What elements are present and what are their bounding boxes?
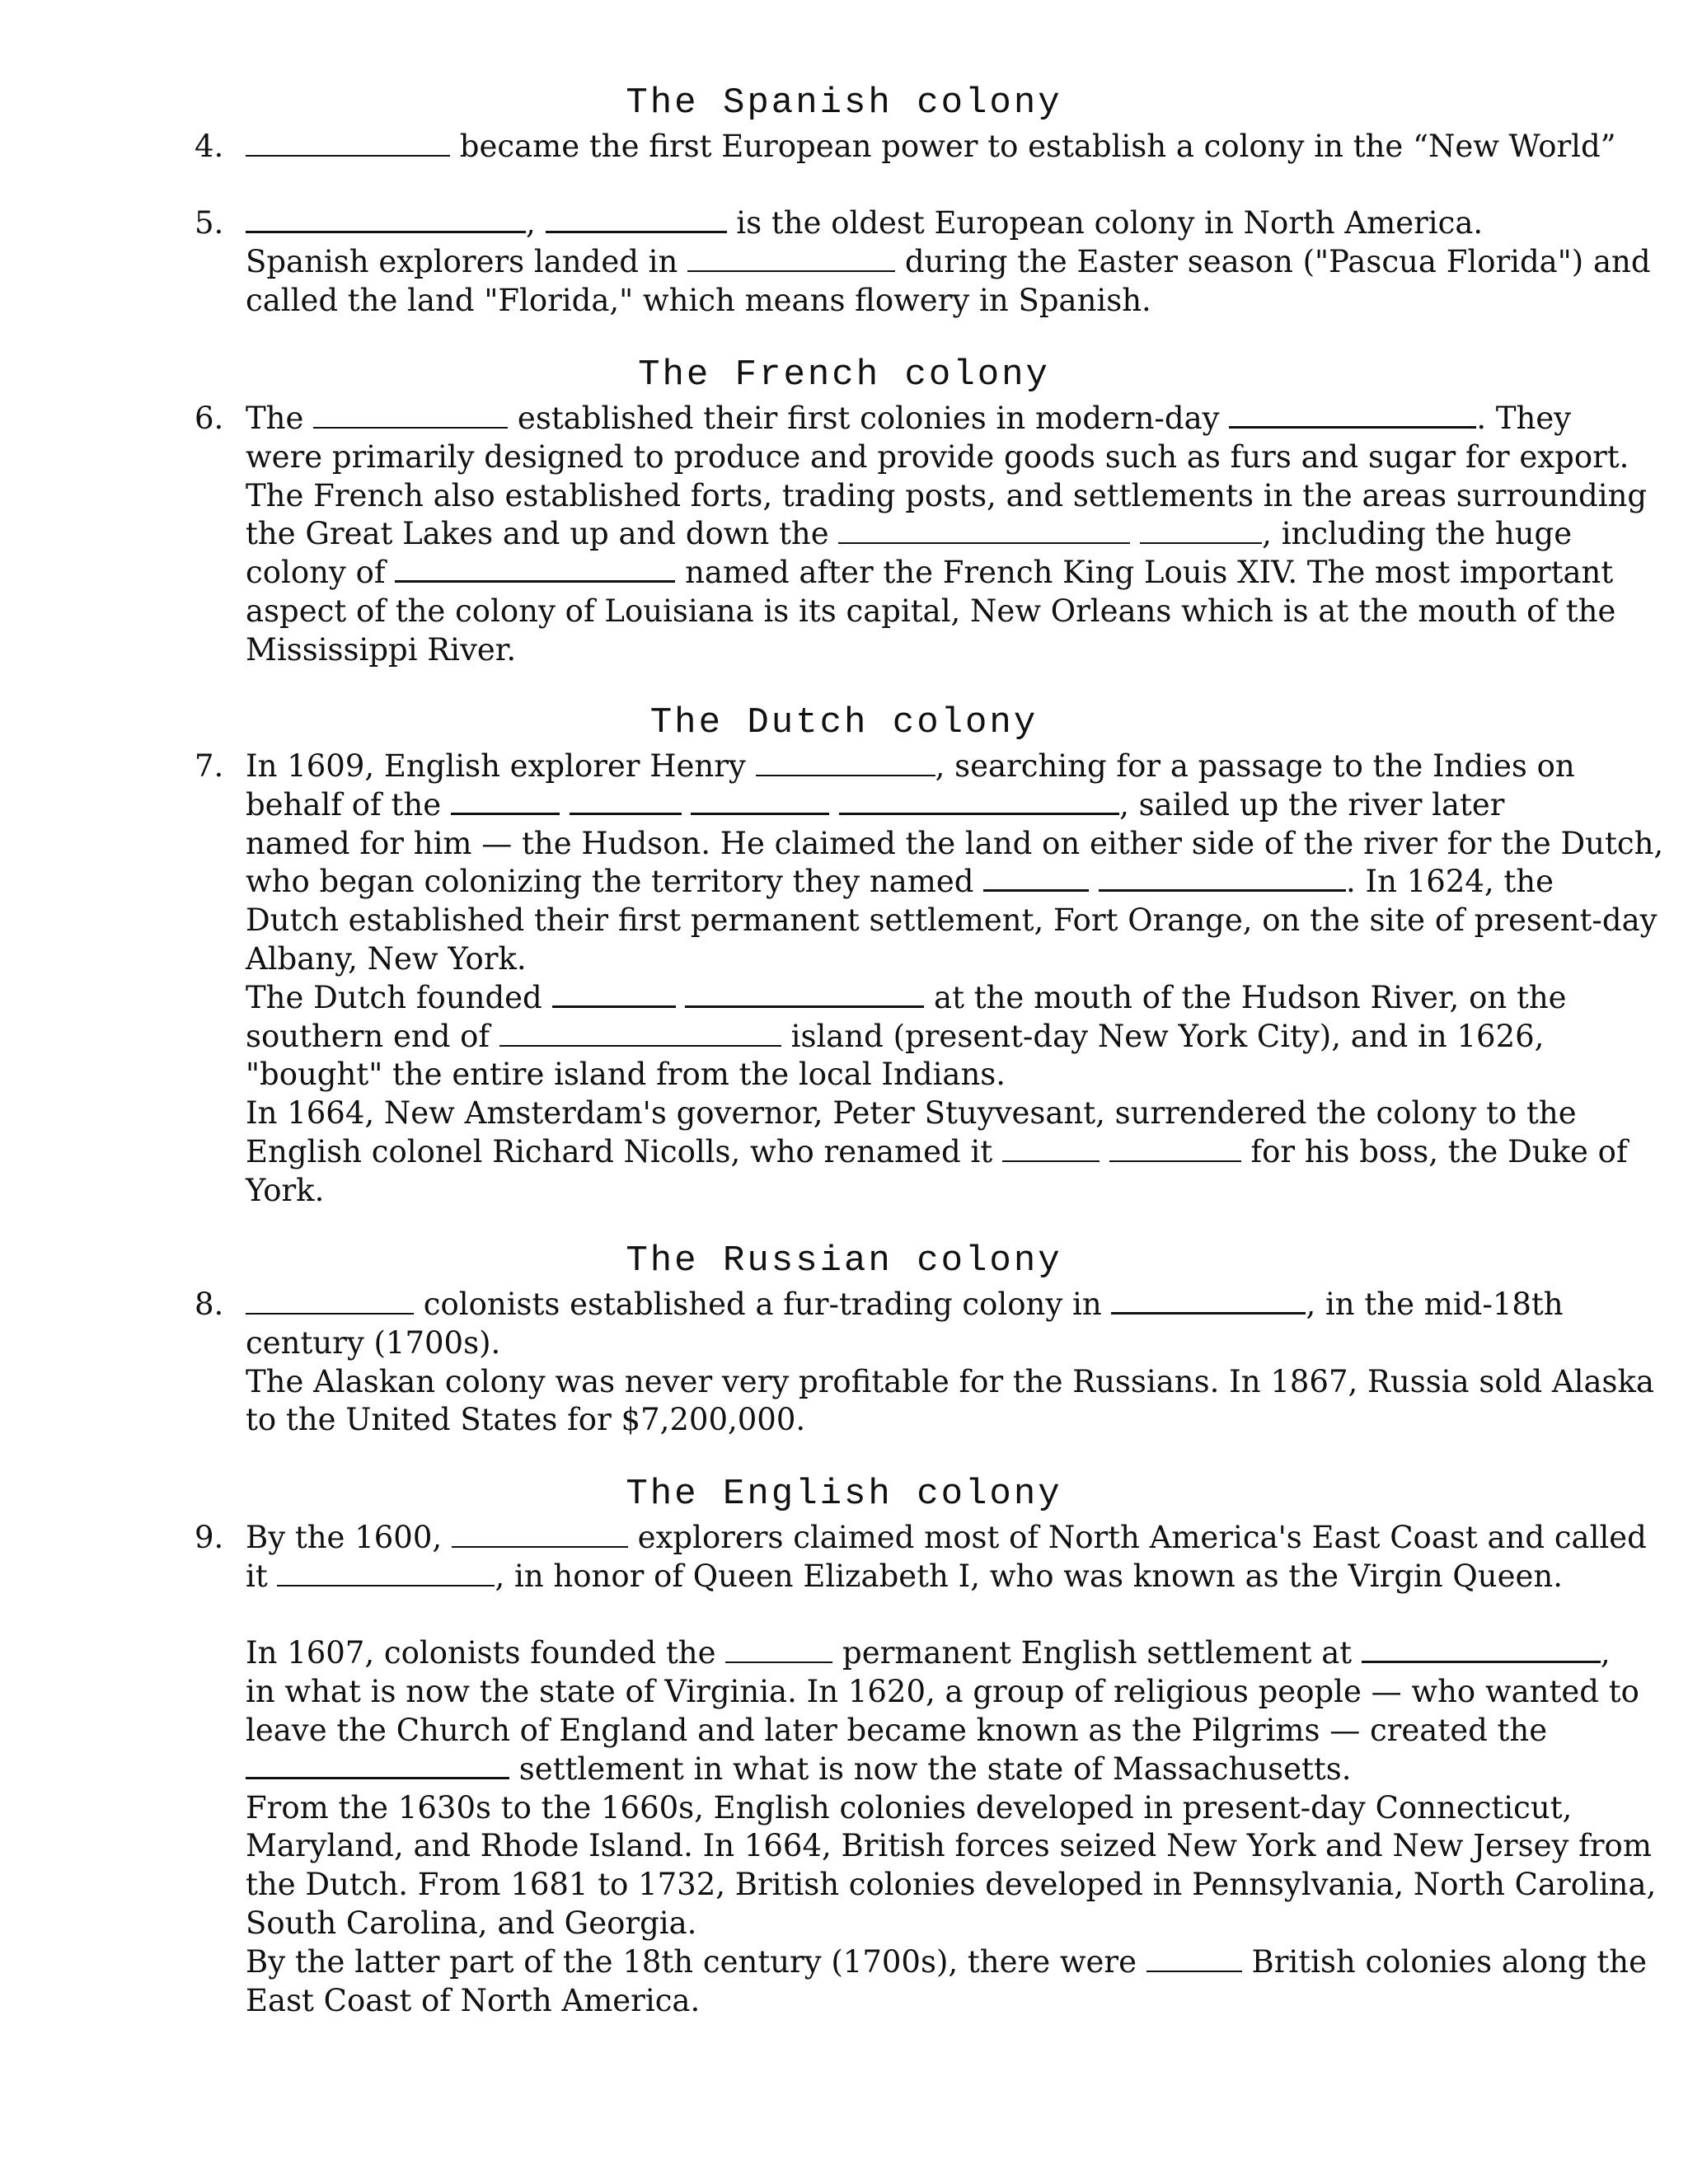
question-text: island (present-day New York City), and in 1626, <box>781 1018 1545 1054</box>
question-text: explorers claimed most of North America's East Coast and called <box>627 1520 1647 1555</box>
question-text: it <box>246 1558 278 1594</box>
question-text: in what is now the state of Virginia. In 1620, a group of religious people — who wanted to <box>246 1674 1639 1710</box>
section-heading-french: The French colony <box>638 354 1050 396</box>
answer-blank[interactable] <box>1362 1638 1601 1663</box>
question-text: the Dutch. From 1681 to 1732, British colonies developed in Pennsylvania, North Carolina, <box>246 1867 1657 1903</box>
section-heading-dutch: The Dutch colony <box>649 702 1039 743</box>
answer-blank[interactable] <box>1146 1947 1242 1972</box>
question-text: who began colonizing the territory they named <box>246 864 984 900</box>
question-7 <box>246 748 1664 1211</box>
answer-blank[interactable] <box>1099 866 1346 892</box>
question-text: colony of <box>246 555 396 591</box>
question-text: aspect of the colony of Louisiana is its capital, New Orleans which is at the mouth of the <box>246 593 1616 629</box>
question-text: to the United States for $7,200,000. <box>246 1402 806 1438</box>
question-text: The Alaskan colony was never very profitable for the Russians. In 1867, Russia sold Alaska <box>246 1363 1654 1399</box>
question-text: southern end of <box>246 1018 499 1054</box>
question-text: In 1607, colonists founded the <box>246 1635 726 1671</box>
question-text: sailed up the river later <box>1128 786 1505 823</box>
question-text: became the first European power to establish a colony in the “New World” <box>450 129 1616 164</box>
question-text: leave the Church of England and later became known as the Pilgrims — created the <box>246 1712 1548 1748</box>
question-text: , <box>1600 1635 1611 1671</box>
answer-blank[interactable] <box>570 790 682 815</box>
question-text: . They <box>1476 401 1572 436</box>
question-text: English colonel Richard Nicolls, who renamed it <box>246 1133 1002 1169</box>
answer-blank[interactable] <box>983 866 1089 892</box>
question-4 <box>246 128 1616 166</box>
question-text: Albany, New York. <box>246 940 527 977</box>
answer-blank[interactable] <box>313 404 508 429</box>
question-text: . In 1624, the <box>1346 864 1554 900</box>
question-text: East Coast of North America. <box>246 1982 701 2018</box>
question-text: behalf of the <box>246 786 451 823</box>
question-text: The French also established forts, trading posts, and settlements in the areas surrounding <box>246 477 1648 513</box>
answer-blank[interactable] <box>725 1638 832 1663</box>
answer-blank[interactable] <box>246 132 450 157</box>
question-6 <box>246 400 1648 670</box>
question-text: , in honor of Queen Elizabeth I, who was known as the Virgin Queen. <box>495 1558 1563 1594</box>
answer-blank[interactable] <box>246 208 526 233</box>
question-text: for his boss, the Duke of <box>1240 1133 1628 1169</box>
question-text: colonists established a fur-trading colony in <box>414 1286 1112 1322</box>
answer-blank[interactable] <box>499 1022 781 1047</box>
question-text: The Dutch founded <box>246 979 552 1015</box>
question-text: , <box>526 205 536 241</box>
question-text: In 1609, English explorer Henry <box>246 748 756 784</box>
question-text: were primarily designed to produce and provide goods such as furs and sugar for export. <box>246 438 1629 475</box>
question-text: In 1664, New Amsterdam's governor, Peter Stuyvesant, surrendered the colony to the <box>246 1095 1577 1132</box>
question-text: The <box>246 401 314 436</box>
question-number-8: 8. <box>195 1286 224 1322</box>
question-number-7: 7. <box>195 748 224 784</box>
answer-blank[interactable] <box>1229 403 1476 429</box>
question-text: By the latter part of the 18th century (1700s), there were <box>246 1943 1146 1980</box>
question-8 <box>246 1286 1654 1440</box>
section-heading-english: The English colony <box>626 1474 1062 1515</box>
answer-blank[interactable] <box>1111 1289 1306 1315</box>
answer-blank[interactable] <box>1002 1137 1100 1162</box>
question-text: Maryland, and Rhode Island. In 1664, British forces seized New York and New Jersey from <box>246 1828 1652 1864</box>
question-text: the Great Lakes and up and down the <box>246 516 839 552</box>
question-text: From the 1630s to the 1660s, English colonies developed in present-day Connecticut, <box>246 1789 1573 1825</box>
question-number-4: 4. <box>195 129 224 164</box>
question-text: York. <box>246 1172 325 1208</box>
question-text: Mississippi River. <box>246 631 517 668</box>
question-text: permanent English settlement at <box>832 1635 1362 1671</box>
question-text: Spanish explorers landed in <box>246 243 688 279</box>
answer-blank[interactable] <box>839 790 1119 815</box>
question-number-9: 9. <box>195 1520 224 1555</box>
answer-blank[interactable] <box>395 557 675 583</box>
answer-blank[interactable] <box>1109 1137 1241 1162</box>
question-text: "bought" the entire island from the local Indians. <box>246 1057 1006 1093</box>
question-text: at the mouth of the Hudson River, on the <box>924 979 1567 1015</box>
question-text: , including the huge <box>1262 516 1573 552</box>
answer-blank[interactable] <box>546 208 727 233</box>
answer-blank[interactable] <box>685 982 924 1008</box>
question-number-6: 6. <box>195 401 224 436</box>
answer-blank[interactable] <box>552 982 676 1008</box>
answer-blank[interactable] <box>838 519 1130 544</box>
question-text: British colonies along the <box>1241 1943 1647 1980</box>
answer-blank[interactable] <box>687 247 895 272</box>
question-text: Dutch established their first permanent settlement, Fort Orange, on the site of present-day <box>246 902 1658 939</box>
question-5 <box>246 204 1651 320</box>
answer-blank[interactable] <box>691 790 829 815</box>
question-text: settlement in what is now the state of Massachusetts. <box>509 1750 1352 1787</box>
question-text: named for him — the Hudson. He claimed the land on either side of the river for the Dutch, <box>246 825 1664 861</box>
answer-blank[interactable] <box>246 1754 509 1779</box>
answer-blank[interactable] <box>756 752 935 776</box>
question-text: named after the French King Louis XIV. The most important <box>675 555 1614 591</box>
section-heading-russian: The Russian colony <box>626 1240 1062 1282</box>
question-number-5: 5. <box>195 205 224 241</box>
question-text: is the oldest European colony in North America. <box>726 205 1484 241</box>
answer-blank[interactable] <box>451 790 560 815</box>
question-text: , in the mid-18th <box>1306 1286 1564 1322</box>
question-text: century (1700s). <box>246 1324 501 1361</box>
question-text: called the land "Florida," which means flowery in Spanish. <box>246 282 1151 318</box>
question-text: during the Easter season ("Pascua Florida") and <box>895 243 1651 279</box>
question-text: , <box>1119 786 1129 823</box>
answer-blank[interactable] <box>1140 519 1262 544</box>
answer-blank[interactable] <box>277 1562 495 1586</box>
question-text: established their first colonies in modern-day <box>508 401 1230 436</box>
question-9 <box>246 1519 1657 2020</box>
question-text: By the 1600, <box>246 1520 452 1555</box>
section-heading-spanish: The Spanish colony <box>626 82 1062 124</box>
answer-blank[interactable] <box>452 1523 628 1548</box>
answer-blank[interactable] <box>246 1290 414 1315</box>
question-text: , searching for a passage to the Indies on <box>935 748 1575 784</box>
question-text: South Carolina, and Georgia. <box>246 1905 697 1941</box>
